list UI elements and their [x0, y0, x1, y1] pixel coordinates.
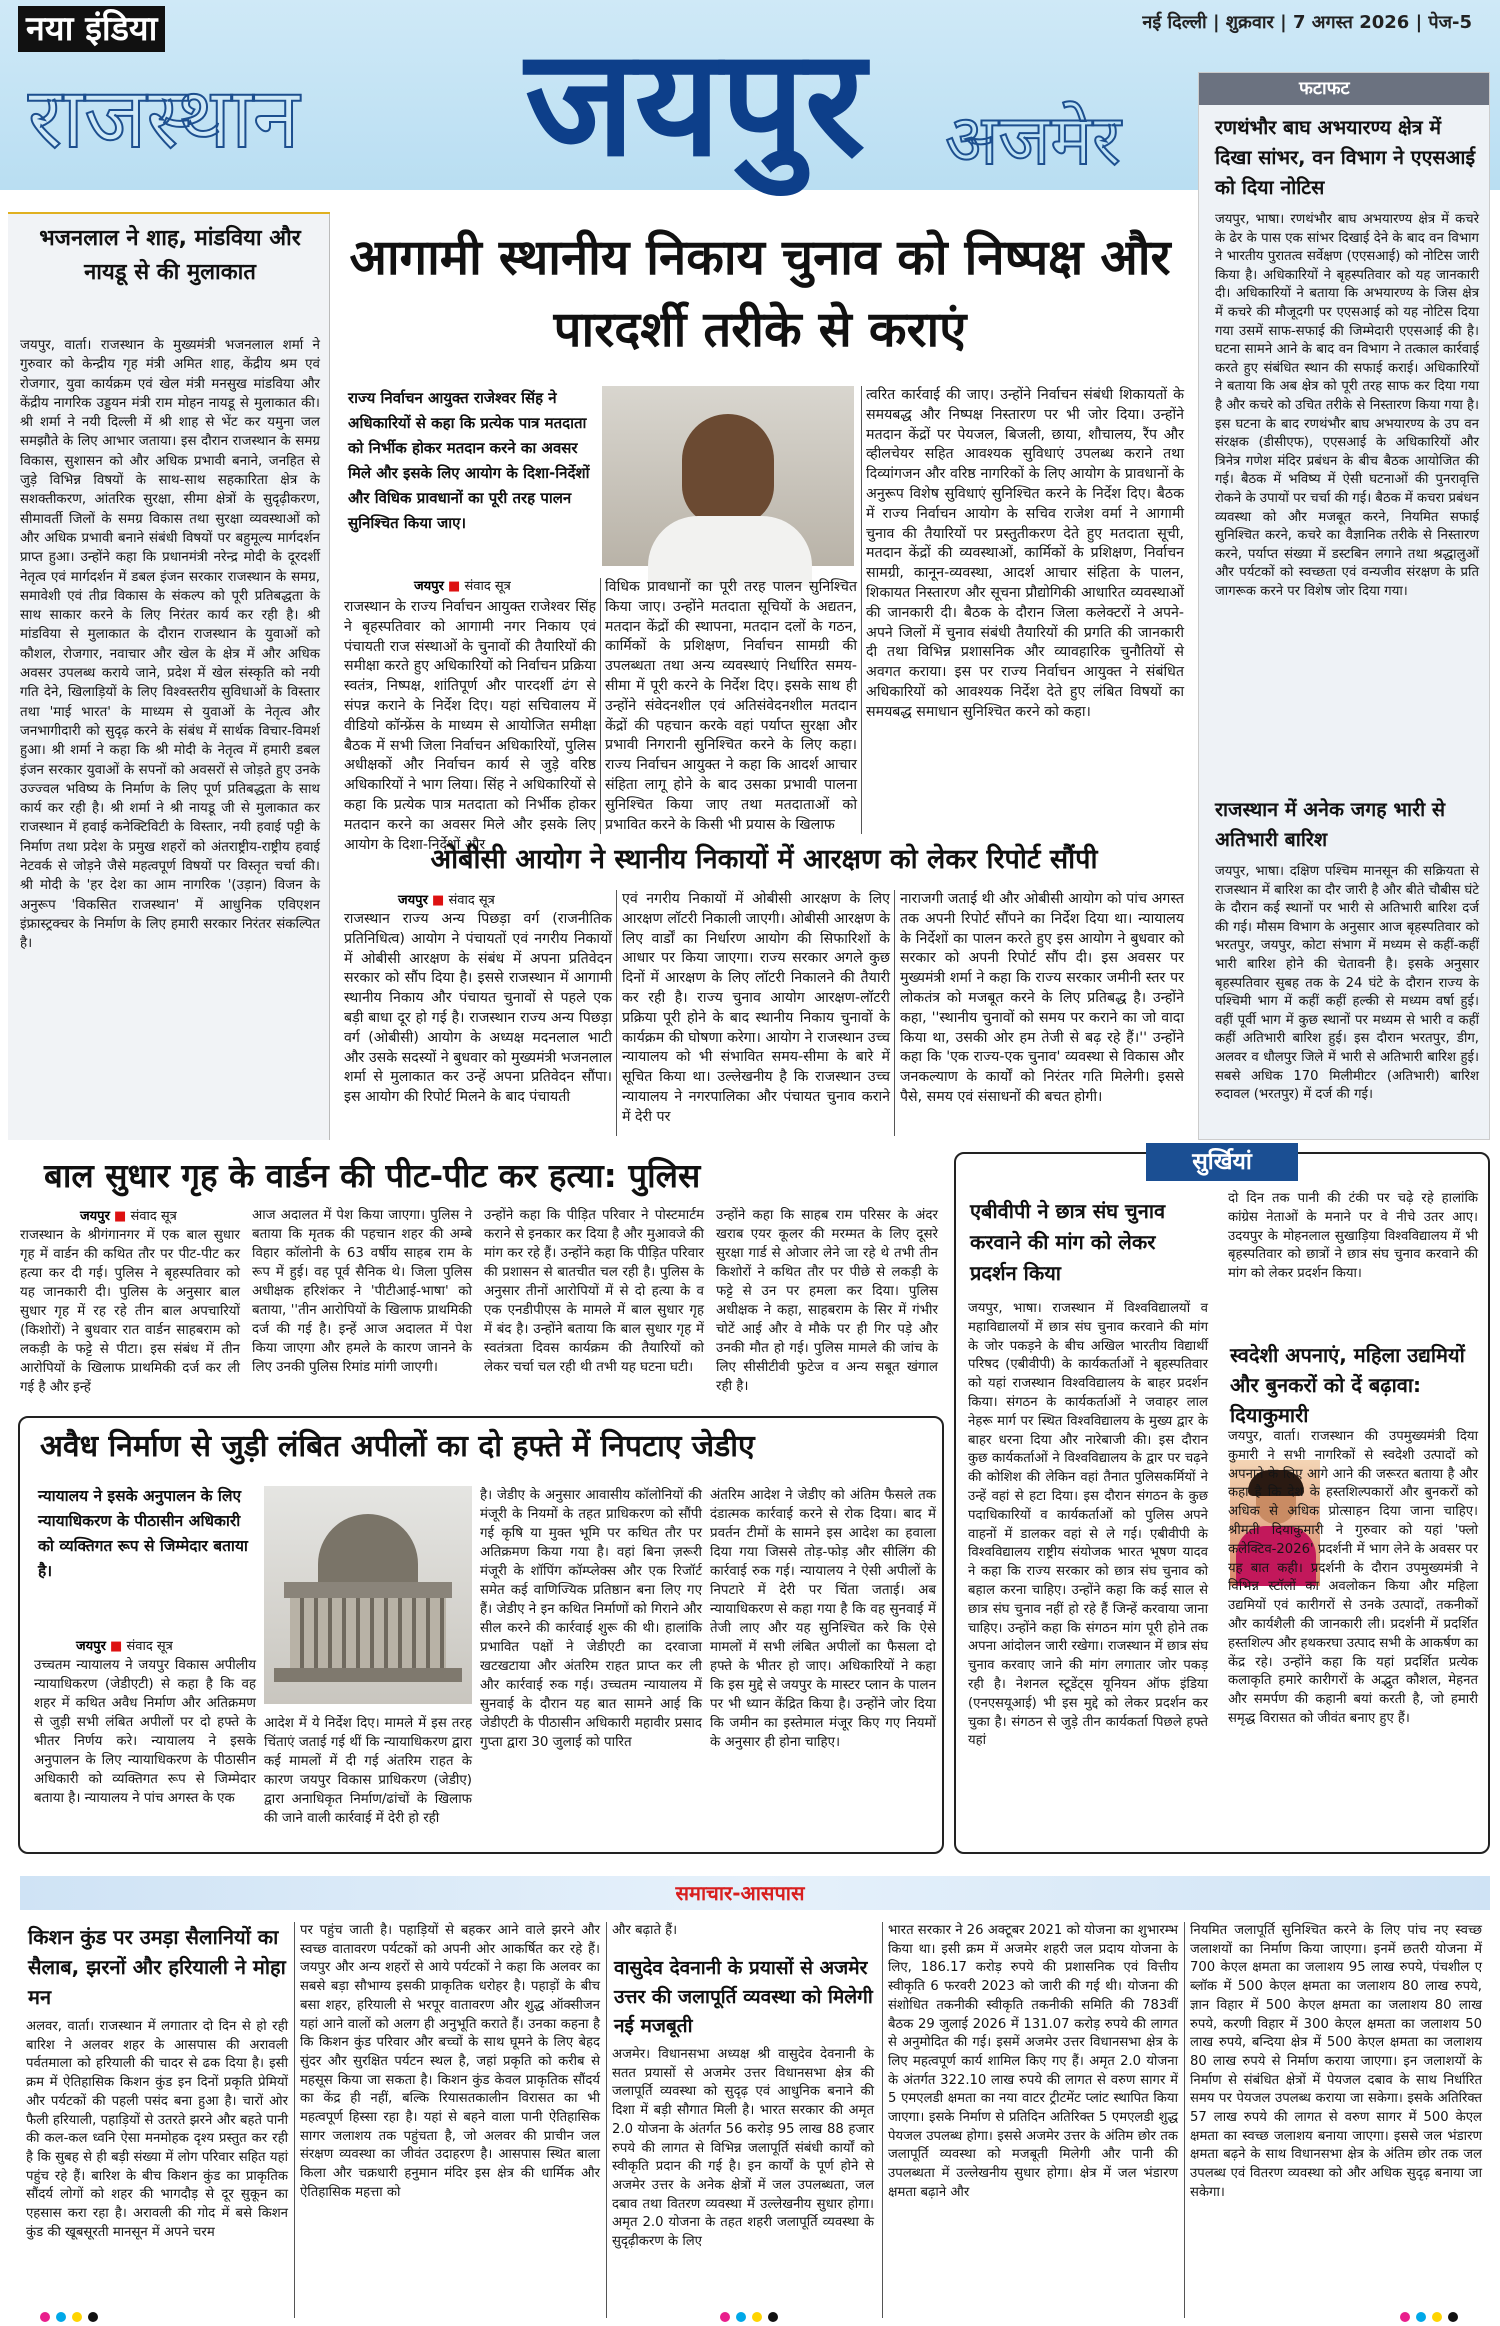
avaidh-byline-source: संवाद सूत्र — [126, 1639, 173, 1654]
surkhiyan-body-1b: दो दिन तक पानी की टंकी पर चढ़े रहे हालांकि कांग्रेस नेताओं के मनाने पर वे नीचे उतर आए। उदयपुर के मोहनलाल सुखाड़िया विश्वविद्यालय में भी बृहस्पतिवार को छात्रों ने छात्र संघ चुनाव करवाने की मांग को लेकर प्रदर्शन किया। — [1228, 1191, 1478, 1282]
obc-headline: ओबीसी आयोग ने स्थानीय निकायों में आरक्षण को लेकर रिपोर्ट सौंपी — [430, 844, 1098, 875]
avaidh-col-4: अंतरिम आदेश ने जेडीए को अंतिम फैसले तक दंडात्मक कार्रवाई करने से रोक दिया। बाद में प्रवर्तन टीमों के सामने इस आदेश का हवाला दिया गया जिससे तोड़-फोड़ और सीलिंग की कार्रवाई रुक गई। न्यायालय ने ऐसी अपीलों के निपटारे में देरी पर चिंता जताई। अब न्यायाधिकरण से कहा गया है कि वह सुनवाई में तेजी लाए और यह सुनिश्चित करे कि ऐसे मामलों में सभी लंबित अपीलों का फैसला दो हफ्ते के भीतर हो जाए। अधिकारियों ने कहा कि इस मुद्दे से जयपुर के मास्टर प्लान के पालन पर भी ध्यान केंद्रित किया है। उन्होंने जोर दिया कि जमीन का इस्तेमाल मंजूर किए गए नियमों के अनुसार ही होना चाहिए। — [710, 1488, 936, 1750]
print-color-marks — [40, 2312, 1460, 2324]
avaidh-col-2: आदेश में ये निर्देश दिए। मामले में इस तरह चिंताएं जताई गई थीं कि न्यायाधिकरण द्वारा कई मामलों में दी गई अंतरिम राहत के कारण जयपुर विकास प्राधिकरण (जेडीए) द्वारा अनाधिकृत निर्माण/ढांचों के खिलाफ की जाने वाली कार्रवाई में देरी हो रही — [264, 1716, 472, 1826]
obc-col-3: नाराजगी जताई थी और ओबीसी आयोग को पांच अगस्त तक अपनी रिपोर्ट सौंपने का निर्देश दिया था। न्यायालय के निर्देशों का पालन करते हुए इस आयोग ने बुधवार को सरकार को अपनी रिपोर्ट सौंप दी। इस अवसर पर मुख्यमंत्री शर्मा ने कहा कि राज्य सरकार जमीनी स्तर पर लोकतंत्र को मजबूत करने के लिए प्रतिबद्ध है। उन्होंने कहा, ''स्थानीय चुनावों को समय पर कराने का जो वादा किया था, उसकी ओर हम तेजी से बढ़ रहे हैं।'' उन्होंने कहा कि 'एक राज्य-एक चुनाव' व्यवस्था से विकास और जनकल्याण के कार्यों को निरंतर गति मिलेगी। इससे पैसे, समय एवं संसाधनों की बचत होगी। — [900, 891, 1184, 1105]
court-photo — [264, 1486, 472, 1704]
surkhiyan-headline-2: स्वदेशी अपनाएं, महिला उद्यमियों और बुनकरों को दें बढ़ावा: दियाकुमारी — [1230, 1343, 1465, 1427]
brand-logo: नया इंडिया — [18, 6, 165, 52]
aaspaas-body-2c: नियमित जलापूर्ति सुनिश्चित करने के लिए पांच नए स्वच्छ जलाशयों का निर्माण किया जाएगा। इनमें छतरी योजना में 700 केएल क्षमता का जलाशय 95 लाख रुपये, पंचशील ए ब्लॉक में 500 केएल क्षमता का जलाशय 80 लाख रुपये, ज्ञान विहार में 500 केएल क्षमता का जलाशय 80 लाख रुपये, करणी विहार में 300 केएल क्षमता का जलाशय 50 लाख रुपये, बन्दिया क्षेत्र में 500 केएल क्षमता का जलाशय 80 लाख रुपये से निर्माण कराया जाएगा। इन जलाशयों के निर्माण से संबंधित क्षेत्रों में पेयजल दबाव के साथ निर्धारित समय पर पेयजल उपलब्ध कराया जा सकेगा। इसके अतिरिक्त 57 लाख रुपये की लागत से वरुण सागर में 500 केएल क्षमता का स्वच्छ जलाशय बनाया जाएगा। इससे जल भंडारण क्षमता बढ़ने के साथ विधानसभा क्षेत्र के अंतिम छोर तक जल उपलब्ध एवं वितरण व्यवस्था को और अधिक सुदृढ़ बनाया जा सकेगा। — [1190, 1923, 1482, 2200]
fatafat-body-1: जयपुर, भाषा। रणथंभौर बाघ अभयारण्य क्षेत्र में कचरे के ढेर के पास एक सांभर दिखाई देने के बाद वन विभाग ने भारतीय पुरातत्व सर्वेक्षण (एएसआई) को नोटिस जारी किया है। अधिकारियों ने बृहस्पतिवार को यह जानकारी दी। अधिकारियों ने बताया कि अभयारण्य के जिस क्षेत्र में कचरे की मौजूदगी पर एएसआई को यह नोटिस दिया गया उसमें साफ-सफाई की जिम्मेदारी एएसआई की है। घटना सामने आने के बाद वन विभाग ने तत्काल कार्रवाई करते हुए संबंधित स्थान की सफाई कराई। अधिकारियों ने बताया कि अब क्षेत्र को पूरी तरह साफ कर दिया गया है और कचरे को उचित तरीके से निस्तारण किया गया है। इस घटना के बाद रणथंभौर बाघ अभयारण्य के उप वन संरक्षक (डीसीएफ), एएसआई के अधिकारियों और त्रिनेत्र गणेश मंदिर प्रबंधन के बीच बैठक आयोजित की गई। बैठक में भविष्य में ऐसी घटनाओं की पुनरावृत्ति रोकने के उपायों पर चर्चा की गई। बैठक में कचरा प्रबंधन व्यवस्था को और मजबूत करने, नियमित सफाई सुनिश्चित करने, कचरे का वैज्ञानिक तरीके से निस्तारण करने, पर्याप्त संख्या में डस्टबिन लगाने तथा श्रद्धालुओं और पर्यटकों को स्वच्छता एवं वन्यजीव संरक्षण के प्रति जागरूक करने पर विशेष जोर दिया गया। — [1215, 212, 1479, 599]
avaidh-col-3: है। जेडीए के अनुसार आवासीय कॉलोनियों की मंजूरी के नियमों के तहत प्राधिकरण को सौंपी गई कृषि या मुक्त भूमि पर कथित तौर पर अतिक्रमण किया गया है। वहां बिना ज़रूरी मंजूरी के शॉपिंग कॉम्प्लेक्स और एक रिजॉर्ट समेत कई वाणिज्यिक प्रतिष्ठान बना लिए गए हैं। जेडीए ने इन कथित निर्माणों को गिराने और सील करने की कार्रवाई शुरू की थी। हालांकि प्रभावित पक्षों ने जेडीएटी का दरवाजा खटखटाया और अंतरिम राहत प्राप्त कर ली और कार्रवाई रुक गई। उच्चतम न्यायालय में सुनवाई के दौरान यह बात सामने आई कि जेडीएटी के पीठासीन अधिकारी महावीर प्रसाद गुप्ता द्वारा 30 जुलाई को पारित — [480, 1488, 702, 1750]
obc-byline-city: जयपुर — [398, 893, 428, 908]
aaspaas-headline-1: किशन कुंड पर उमड़ा सैलानियों का सैलाब, झरनों और हरियाली ने मोहा मन — [28, 1925, 286, 2009]
dateline: नई दिल्ली | शुक्रवार | 7 अगस्त 2026 | पेज-5 — [1142, 12, 1472, 33]
city-title: जयपुर — [525, 17, 866, 189]
aaspaas-body-1c: पर पहुंच जाती है। पहाड़ियों से बहकर आने वाले झरने और स्वच्छ वातावरण पर्यटकों को अपनी ओर आकर्षित कर रहे हैं। जयपुर और अन्य शहरों से आये पर्यटकों ने कहा कि अलवर का सबसे बड़ा सौभाग्य इसकी प्राकृतिक धरोहर है। पहाड़ों के बीच बसा शहर, हरियाली से भरपूर वातावरण और शुद्ध ऑक्सीजन यहां आने वालों को अलग ही अनुभूति कराते हैं। उनका कहना है कि किशन कुंड परिवार और बच्चों के साथ घूमने के लिए बेहद सुंदर और सुरक्षित पर्यटन स्थल है, जहां प्रकृति को करीब से महसूस किया जा सकता है। किशन कुंड केवल प्राकृतिक सौंदर्य का केंद्र ही नहीं, बल्कि रियासतकालीन विरासत का भी महत्वपूर्ण हिस्सा रहा है। यहां से बहने वाला पानी ऐतिहासिक सागर जलाशय तक पहुंचता है, जो अलवर की प्राचीन जल संरक्षण व्यवस्था का जीवंत उदाहरण है। आसपास स्थित बाला किला और चक्रधारी हनुमान मंदिर इस क्षेत्र की धार्मिक और ऐतिहासिक महत्ता को — [300, 1923, 600, 2200]
lead-col-2: विधिक प्रावधानों का पूरी तरह पालन सुनिश्चित किया जाए। उन्होंने मतदाता सूचियों के अद्यतन, मतदान केंद्रों की स्थापना, मतदान दलों के गठन, कार्मिकों के प्रशिक्षण, निर्वाचन सामग्री की उपलब्धता तथा अन्य व्यवस्थाएं निर्धारित समय-सीमा में पूरी करने के निर्देश दिए। इसके साथ ही उन्होंने संवेदनशील एवं अतिसंवेदनशील मतदान केंद्रों की पहचान करके वहां पर्याप्त सुरक्षा और प्रभावी निगरानी सुनिश्चित करने के लिए कहा। राज्य निर्वाचन आयुक्त ने कहा कि आदर्श आचार संहिता लागू होने के बाद उसका प्रभावी पालना सुनिश्चित किया जाए तथा मतदाताओं को प्रभावित करने के किसी भी प्रयास के खिलाफ — [605, 579, 857, 833]
lead-headline: आगामी स्थानीय निकाय चुनाव को निष्पक्ष और पारदर्शी तरीके से कराएं — [349, 229, 1171, 358]
avaidh-byline-city: जयपुर — [76, 1639, 106, 1654]
lead-byline — [414, 576, 511, 594]
left-story-box — [8, 212, 330, 1140]
aaspaas-label: समाचार-आसपास — [675, 1881, 805, 1905]
aaspaas-body-1: अलवर, वार्ता। राजस्थान में लगातार दो दिन से हो रही बारिश ने अलवर शहर के आसपास की अरावली पर्वतमाला को हरियाली की चादर से ढक दिया है। इसी क्रम में ऐतिहासिक किशन कुंड इन दिनों प्रकृति प्रेमियों और पर्यटकों की पहली पसंद बना हुआ है। चारों ओर फैली हरियाली, पहाड़ियों से उतरते झरने और बहते पानी की कल-कल ध्वनि ऐसा मनमोहक दृश्य प्रस्तुत कर रही है कि सुबह से ही बड़ी संख्या में लोग परिवार सहित यहां पहुंच रहे हैं। बारिश के बीच किशन कुंड का प्राकृतिक सौंदर्य लोगों को शहर की भागदौड़ से दूर सुकून का एहसास करा रहा है। अरावली की गोद में बसे किशन कुंड की खूबसूरती मानसून में अपने चरम — [26, 2019, 288, 2240]
byline-square-icon: ■ — [432, 893, 445, 908]
obc-byline — [398, 890, 495, 908]
avaidh-pullquote: न्यायालय ने इसके अनुपालन के लिए न्यायाधिकरण के पीठासीन अधिकारी को व्यक्तिगत रूप से जिम्मेदार बताया है। — [38, 1487, 248, 1580]
bal-col-1: राजस्थान के श्रीगंगानगर में एक बाल सुधार गृह में वार्डन की कथित तौर पर पीट-पीट कर हत्या कर दी गई। पुलिस ने बृहस्पतिवार को यह जानकारी दी। पुलिस के अनुसार बाल सुधार गृह में रह रहे तीन बाल अपचारियों (किशोरों) ने बुधवार रात वार्डन साहबराम को लकड़ी के फट्टे से पीटा। इस संबंध में तीन आरोपियों के खिलाफ प्राथमिकी दर्ज कर ली गई है और इन्हें — [20, 1228, 240, 1395]
lead-pullquote-text: राज्य निर्वाचन आयुक्त राजेश्वर सिंह ने अधिकारियों से कहा कि प्रत्येक पात्र मतदाता को निर्भीक होकर मतदान करने का अवसर मिले और इसके लिए आयोग के दिशा-निर्देशों और विधिक प्रावधानों का पूरी तरह पालन सुनिश्चित किया जाए। — [348, 389, 590, 532]
fatafat-box — [1198, 72, 1490, 1140]
bal-headline: बाल सुधार गृह के वार्डन की पीट-पीट कर हत्या: पुलिस — [44, 1156, 701, 1195]
byline-square-icon: ■ — [448, 579, 461, 594]
surkhiyan-headline-1: एबीवीपी ने छात्र संघ चुनाव करवाने की मांग को लेकर प्रदर्शन किया — [970, 1199, 1166, 1285]
fatafat-label: फटाफट — [1199, 73, 1489, 105]
aaspaas-body-1d: और बढ़ाते हैं। — [612, 1923, 678, 1938]
obc-byline-source: संवाद सूत्र — [448, 893, 495, 908]
surkhiyan-body-1a: जयपुर, भाषा। राजस्थान में विश्वविद्यालयों व महाविद्यालयों में छात्र संघ चुनाव करवाने की मांग के जोर पकड़ने के बीच अखिल भारतीय विद्यार्थी परिषद (एबीवीपी) के कार्यकर्ताओं ने बृहस्पतिवार को यहां राजस्थान विश्वविद्यालय के बाहर प्रदर्शन किया। संगठन के कार्यकर्ताओं ने जवाहर लाल नेहरू मार्ग पर स्थित विश्वविद्यालय के मुख्य द्वार के बाहर धरना दिया और नारेबाजी की। इस दौरान कुछ कार्यकर्ताओं ने विश्वविद्यालय के द्वार पर चढ़ने की कोशिश की लेकिन वहां तैनात पुलिसकर्मियों ने उन्हें वहां से हटा दिया। इस दौरान संगठन के कुछ पदाधिकारियों व कार्यकर्ताओं को पुलिस अपने वाहनों में डालकर वहां से ले गई। एबीवीपी के विश्वविद्यालय राष्ट्रीय संयोजक भारत भूषण यादव ने कहा कि राज्य सरकार को छात्र संघ चुनाव को बहाल करना चाहिए। उन्होंने कहा कि कई साल से छात्र संघ चुनाव नहीं हो रहे हैं जिन्हें करवाया जाना चाहिए। उन्होंने कहा कि संगठन मांग पूरी होने तक अपना आंदोलन जारी रखेगा। राजस्थान में छात्र संघ चुनाव करवाए जाने की मांग लगातार जोर पकड़ रही है। नेशनल स्टूडेंट्स यूनियन ऑफ इंडिया (एनएसयूआई) भी इस मुद्दे को लेकर प्रदर्शन कर चुका है। संगठन से जुड़े तीन कार्यकर्ता पिछले हफ्ते यहां — [968, 1301, 1208, 1749]
avaidh-byline — [76, 1636, 173, 1654]
fatafat-body-2: जयपुर, भाषा। दक्षिण पश्चिम मानसून की सक्रियता से राजस्थान में बारिश का दौर जारी है और बीते चौबीस घंटे के दौरान कई स्थानों पर भारी से अतिभारी बारिश दर्ज की गई। मौसम विभाग के अनुसार आज बृहस्पतिवार को भरतपुर, जयपुर, कोटा संभाग में मध्यम से कहीं-कहीं भारी बारिश होने की चेतावनी है। इसके अनुसार बृहस्पतिवार सुबह तक के 24 घंटे के दौरान राज्य के पश्चिमी भाग में कहीं कहीं हल्की से मध्यम वर्षा हुई। वहीं पूर्वी भाग में कुछ स्थानों पर मध्यम से भारी व कहीं कहीं अतिभारी बारिश हुई। इस दौरान भरतपुर, डीग, अलवर व धौलपुर जिले में भारी से अतिभारी बारिश हुई। सबसे अधिक 170 मिलीमीटर (अतिभारी) बारिश रुदावल (भरतपुर) में दर्ज की गई। — [1215, 864, 1479, 1103]
surkhiyan-label: सुर्खियां — [1146, 1143, 1298, 1181]
state-title: राजस्थान — [28, 69, 300, 167]
avaidh-col-1: उच्चतम न्यायालय ने जयपुर विकास अपीलीय न्यायाधिकरण (जेडीएटी) से कहा है कि वह शहर में कथित अवैध निर्माण और अतिक्रमण से जुड़ी सभी लंबित अपीलों पर दो हफ्ते के भीतर निर्णय करे। न्यायालय ने इसके अनुपालन के लिए न्यायाधिकरण के पीठासीन अधिकारी को व्यक्तिगत रूप से जिम्मेदार बताया है। न्यायालय ने पांच अगस्त के एक — [34, 1658, 256, 1806]
lead-byline-city: जयपुर — [414, 579, 444, 594]
lead-col-1: राजस्थान के राज्य निर्वाचन आयुक्त राजेश्वर सिंह ने बृहस्पतिवार को आगामी नगर निकाय एवं पंचायती राज संस्थाओं के चुनावों की तैयारियों की समीक्षा करते हुए अधिकारियों को निर्वाचन प्रक्रिया स्वतंत्र, निष्पक्ष, शांतिपूर्ण और पारदर्शी ढंग से संपन्न कराने के निर्देश दिए। यहां सचिवालय में वीडियो कॉन्फ्रेंस के माध्यम से आयोजित समीक्षा बैठक में सभी जिला निर्वाचन अधिकारियों, पुलिस अधीक्षकों और निर्वाचन कार्य से जुड़े वरिष्ठ अधिकारियों ने भाग लिया। सिंह ने अधिकारियों से कहा कि प्रत्येक पात्र मतदाता को निर्भीक होकर मतदान करने का अवसर मिले और इसके लिए आयोग के दिशा-निर्देशों और — [344, 599, 596, 853]
byline-square-icon: ■ — [114, 1209, 127, 1224]
surkhiyan-body-2: जयपुर, वार्ता। राजस्थान की उपमुख्यमंत्री दिया कुमारी ने सभी नागरिकों से स्वदेशी उत्पादों को अपनाने के लिए आगे आने की जरूरत बताया है और कहा है कि देश के हस्तशिल्पकारों और बुनकरों को अधिक से अधिक प्रोत्साहन दिया जाना चाहिए। श्रीमती दियाकुमारी ने गुरुवार को यहां 'फ्लो कलेक्टिव-2026' प्रदर्शनी में भाग लेने के अवसर पर यह बात कही। प्रदर्शनी के दौरान उपमुख्यमंत्री ने विभिन्न स्टॉलों का अवलोकन किया और महिला उद्यमियों एवं कारीगरों से उनके उत्पादों, तकनीकों और कार्यशैली की जानकारी ली। प्रदर्शनी में प्रदर्शित हस्तशिल्प और हथकरघा उत्पाद सभी के आकर्षण का केंद्र रहे। उन्होंने कहा कि यहां प्रदर्शित प्रत्येक कलाकृति हमारे कारीगरों के अद्भुत कौशल, मेहनत और समर्पण की कहानी बयां करती है, जो हमारी समृद्ध विरासत को जीवंत बनाए हुए हैं। — [1228, 1429, 1478, 1726]
fatafat-headline-2: राजस्थान में अनेक जगह भारी से अतिभारी बारिश — [1215, 798, 1446, 851]
bal-byline — [80, 1206, 177, 1224]
lead-pullquote — [348, 386, 596, 566]
left-story-body: जयपुर, वार्ता। राजस्थान के मुख्यमंत्री भजनलाल शर्मा ने गुरुवार को केन्द्रीय गृह मंत्री अमित शाह, केंद्रीय श्रम एवं रोजगार, युवा कार्यक्रम एवं खेल मंत्री मनसुख मांडविया और केंद्रीय नागरिक उड्डयन मंत्री राम मोहन नायडू से मुलाकात की। श्री शर्मा ने नयी दिल्ली में श्री शाह से भेंट कर यमुना जल समझौते के लिए आभार जताया। इस दौरान राजस्थान के समग्र विकास, सुशासन को और अधिक प्रभावी बनाने, जनहित से जुड़े विभिन्न विषयों के साथ-साथ सहकारिता क्षेत्र के सशक्तीकरण, आंतरिक सुरक्षा, सीमा क्षेत्रों के सुदृढ़ीकरण, सीमावर्ती जिलों के समग्र विकास तथा सुरक्षा व्यवस्थाओं को और अधिक प्रभावी बनाने संबंधी विषयों पर बहुमूल्य मार्गदर्शन प्राप्त हुआ। उन्होंने कहा कि प्रधानमंत्री नरेन्द्र मोदी के दूरदर्शी नेतृत्व एवं मार्गदर्शन में डबल इंजन सरकार राजस्थान के समग्र, समावेशी एवं तीव्र विकास के संकल्प को पूरी प्रतिबद्धता के साथ साकार करने के लिए निरंतर कार्य कर रही है। श्री मांडविया से मुलाकात के दौरान राजस्थान के युवाओं को कौशल, रोजगार, नवाचार और खेल के क्षेत्र में और अधिक अवसर उपलब्ध कराये जाने, प्रदेश में खेल संस्कृति को नयी गति देने, खिलाड़ियों के लिए विश्वस्तरीय सुविधाओं के विस्तार तथा 'माई भारत' के माध्यम से युवाओं के नेतृत्व और जनभागीदारी को सुदृढ़ करने के संबंध में सार्थक विचार-विमर्श हुआ। श्री शर्मा ने कहा कि श्री मोदी के नेतृत्व में हमारी डबल इंजन सरकार युवाओं के सपनों को अवसरों से जोड़ते हुए उनके उज्ज्वल भविष्य के निर्माण के लिए पूर्ण प्रतिबद्धता के साथ कार्य कर रही है। श्री शर्मा ने श्री नायडू जी से मुलाकात कर राजस्थान में हवाई कनेक्टिविटी के विस्तार, नयी हवाई पट्टी के निर्माण तथा प्रदेश के प्रमुख शहरों को अंतराष्ट्रीय-राष्ट्रीय हवाई नेटवर्क से जोड़ने जैसे महत्वपूर्ण विषयों पर विस्तृत चर्चा की। श्री मोदी के 'हर देश का आम नागरिक '(उड़ान) विजन के अनुरूप 'विकसित राजस्थान' में आधुनिक एविएशन इंफ्रास्ट्रक्चर के निर्माण के लिए हमारी सरकार निरंतर संकल्पित है। — [20, 338, 320, 952]
aaspaas-headline-2: वासुदेव देवनानी के प्रयासों से अजमेर उत्तर की जलापूर्ति व्यवस्था को मिलेगी नई मजबूती — [614, 1957, 873, 2037]
fatafat-headline-1: रणथंभौर बाघ अभयारण्य क्षेत्र में दिखा सांभर, वन विभाग ने एएसआई को दिया नोटिस — [1215, 116, 1476, 199]
lead-col-3: त्वरित कार्रवाई की जाए। उन्होंने निर्वाचन संबंधी शिकायतों के समयबद्ध और निष्पक्ष निस्तारण पर भी जोर दिया। उन्होंने मतदान केंद्रों पर पेयजल, बिजली, छाया, शौचालय, रैंप और व्हीलचेयर सहित आवश्यक सुविधाएं उपलब्ध कराने तथा दिव्यांगजन और वरिष्ठ नागरिकों के लिए आयोग के प्रावधानों के अनुरूप विशेष सुविधाएं सुनिश्चित करने के निर्देश दिए। बैठक में राज्य निर्वाचन आयोग के सचिव राजेश वर्मा ने आगामी चुनाव की तैयारियों पर प्रस्तुतीकरण देते हुए मतदाता सूची, मतदान केंद्रों की व्यवस्थाओं, कार्मिकों के प्रशिक्षण, निर्वाचन सामग्री, कानून-व्यवस्था, आदर्श आचार संहिता के पालन, शिकायत निस्तारण और सूचना प्रौद्योगिकी आधारित व्यवस्थाओं की जानकारी दी। बैठक के दौरान जिला कलेक्टरों ने अपने-अपने जिलों में चुनाव संबंधी तैयारियों की प्रगति की जानकारी दी तथा विभिन्न प्रशासनिक और व्यावहारिक चुनौतियों से अवगत कराया। इस पर राज्य निर्वाचन आयुक्त ने संबंधित अधिकारियों को आवश्यक निर्देश देते हुए लंबित विषयों का समयबद्ध समाधान सुनिश्चित करने को कहा। — [866, 387, 1184, 720]
bal-col-4: उन्होंने कहा कि साहब राम परिसर के अंदर खराब एयर कूलर की मरम्मत के लिए दूसरे सुरक्षा गार्ड से ओजार लेने जा रहे थे तभी तीन किशोरों ने कथित तौर पर पीछे से लकड़ी के फट्टे से उन पर हमला कर दिया। पुलिस अधीक्षक ने कहा, साहबराम के सिर में गंभीर चोटें आई और वे मौके पर ही गिर पड़े और उनकी मौत हो गई। पुलिस मामले की जांच के लिए सीसीटीवी फुटेज व अन्य सबूत खंगाल रही है। — [716, 1208, 938, 1394]
aaspaas-body-2a: अजमेर। विधानसभा अध्यक्ष श्री वासुदेव देवनानी के सतत प्रयासों से अजमेर उत्तर विधानसभा क्षेत्र की जलापूर्ति व्यवस्था को सुदृढ़ एवं आधुनिक बनाने की दिशा में बड़ी सौगात मिली है। भारत सरकार की अमृत 2.0 योजना के अंतर्गत 56 करोड़ 95 लाख 88 हजार रुपये की लागत से विभिन्न जलापूर्ति संबंधी कार्यों को स्वीकृति प्रदान की गई है। इन कार्यों के पूर्ण होने से अजमेर उत्तर के अनेक क्षेत्रों में जल उपलब्धता, जल दबाव तथा वितरण व्यवस्था में उल्लेखनीय सुधार होगा। अमृत 2.0 योजना के तहत शहरी जलापूर्ति व्यवस्था के सुदृढ़ीकरण के लिए — [612, 2047, 874, 2250]
avaidh-headline: अवैध निर्माण से जुड़ी लंबित अपीलों का दो हफ्ते में निपटाए जेडीए — [40, 1429, 755, 1464]
left-story-headline: भजनलाल ने शाह, मांडविया और नायडू से की मुलाकात — [39, 226, 301, 285]
bal-byline-city: जयपुर — [80, 1209, 110, 1224]
bal-col-2: आज अदालत में पेश किया जाएगा। पुलिस ने बताया कि मृतक की पहचान शहर की अम्बे विहार कॉलोनी के 63 वर्षीय साहब राम के रूप में हुई। वह पूर्व सैनिक थे। जिला पुलिस अधीक्षक हरिशंकर ने 'पीटीआई-भाषा' को बताया, ''तीन आरोपियों के खिलाफ प्राथमिकी दर्ज की गई है। इन्हें आज अदालत में पेश किया जाएगा और हमले के कारण जानने के लिए उनकी पुलिस रिमांड मांगी जाएगी। — [252, 1208, 472, 1375]
lead-byline-source: संवाद सूत्र — [464, 579, 511, 594]
obc-col-2: एवं नगरीय निकायों में ओबीसी आरक्षण के लिए आरक्षण लॉटरी निकाली जाएगी। ओबीसी आरक्षण के लिए वार्डों का निर्धारण आयोग की सिफारिशों के आधार पर किया जाएगा। राज्य सरकार अगले कुछ दिनों में आरक्षण के लिए लॉटरी निकालने की तैयारी कर रही है। राज्य चुनाव आयोग आरक्षण-लॉटरी प्रक्रिया पूरी होने के बाद स्थानीय निकाय चुनावों के कार्यक्रम की घोषणा करेगा। आयोग ने राजस्थान उच्च न्यायालय को भी संभावित समय-सीमा के बारे में सूचित किया था। उल्लेखनीय है कि राजस्थान उच्च न्यायालय ने नगरपालिका और पंचायत चुनाव कराने में देरी पर — [622, 891, 890, 1125]
obc-col-1: राजस्थान राज्य अन्य पिछड़ा वर्ग (राजनीतिक प्रतिनिधित्व) आयोग ने पंचायतों एवं नगरीय निकायों में ओबीसी आरक्षण के संबंध में अपना प्रतिवेदन सरकार को सौंप दिया है। इससे राजस्थान में आगामी स्थानीय निकाय और पंचायत चुनावों से पहले एक बड़ी बाधा दूर हो गई है। राजस्थान राज्य अन्य पिछड़ा वर्ग (ओबीसी) आयोग के अध्यक्ष मदनलाल भाटी और उसके सदस्यों ने बुधवार को मुख्यमंत्री भजनलाल शर्मा से मुलाकात कर उन्हें अपना प्रतिवेदन सौंपा। इस आयोग की रिपोर्ट मिलने के बाद पंचायती — [344, 911, 612, 1106]
city-subtitle: अजमेर — [945, 99, 1121, 181]
byline-square-icon: ■ — [110, 1639, 123, 1654]
bal-col-3: उन्होंने कहा कि पीड़ित परिवार ने पोस्टमार्टम कराने से इनकार कर दिया है और मुआवजे की मांग कर रहे हैं। उन्होंने कहा कि पीड़ित परिवार की प्रशासन से बातचीत चल रही है। पुलिस के अनुसार तीनों आरोपियों में से दो हत्या के व एक एनडीपीएस के मामले में बाल सुधार गृह में बंद है। उन्होंने बताया कि बाल सुधार गृह में स्वतंत्रता दिवस कार्यक्रम की तैयारियों को लेकर चर्चा चल रही थी तभी यह घटना घटी। — [484, 1208, 704, 1375]
lead-photo — [602, 386, 854, 566]
aaspaas-body-2b: भारत सरकार ने 26 अक्टूबर 2021 को योजना का शुभारम्भ किया था। इसी क्रम में अजमेर शहरी जल प्रदाय योजना के लिए, 186.17 करोड़ रुपये की प्रशासनिक एवं वित्तीय स्वीकृति 6 फरवरी 2023 को जारी की गई थी। योजना की संशोधित तकनीकी स्वीकृति तकनीकी समिति की 783वीं बैठक 29 जुलाई 2026 में 131.07 करोड़ रुपये की लागत से अनुमोदित की गई। इसमें अजमेर उत्तर विधानसभा क्षेत्र के लिए महत्वपूर्ण कार्य शामिल किए गए हैं। अमृत 2.0 योजना के अंतर्गत 322.10 लाख रुपये की लागत से वरुण सागर में 5 एमएलडी क्षमता का नया वाटर ट्रीटमेंट प्लांट स्थापित किया जाएगा। इसके निर्माण से प्रतिदिन अतिरिक्त 5 एमएलडी शुद्ध पेयजल उपलब्ध होगा। इससे अजमेर उत्तर के अंतिम छोर तक जलापूर्ति व्यवस्था को मजबूती मिलेगी और पानी की उपलब्धता में उल्लेखनीय सुधार होगा। क्षेत्र में जल भंडारण क्षमता बढ़ाने और — [888, 1923, 1179, 2200]
bal-byline-source: संवाद सूत्र — [130, 1209, 177, 1224]
